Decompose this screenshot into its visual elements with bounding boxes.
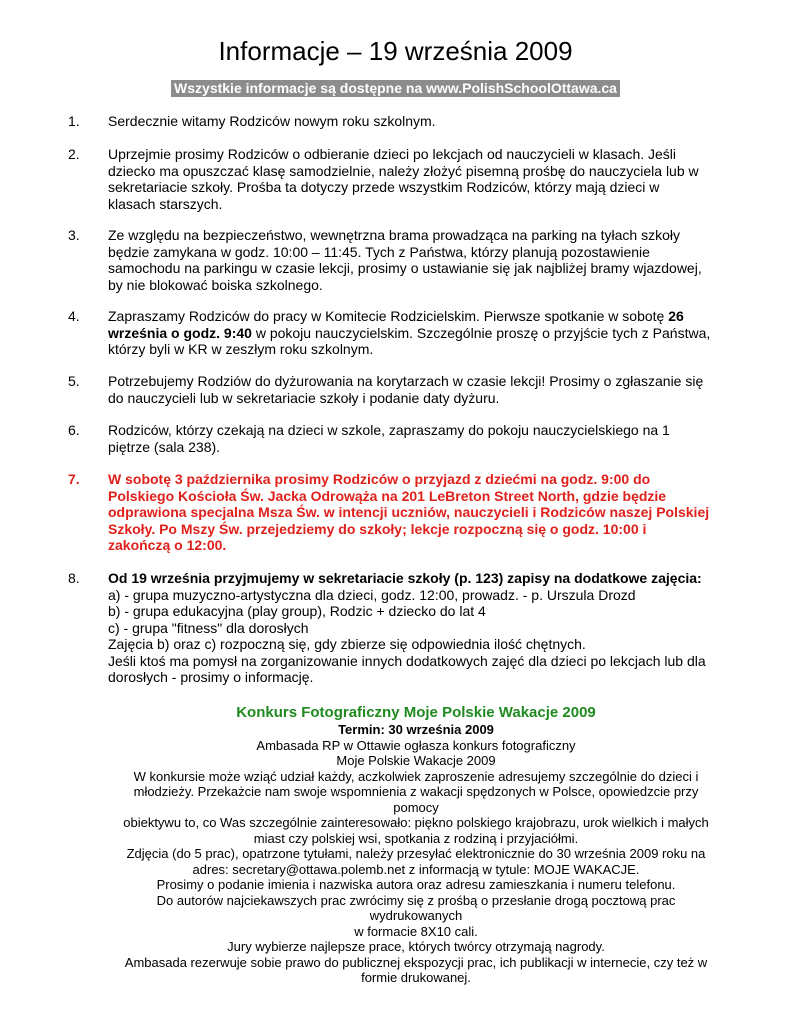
item-line: a) - grupa muzyczno-artystyczna dla dzieci, godz. 12:00, prowadz. - p. Urszula Drozd [108, 586, 636, 603]
contest-line: adres: secretary@ottawa.polemb.net z informacją w tytule: MOJE WAKACJE. [192, 861, 640, 877]
item-line: klasach starszych. [108, 195, 223, 212]
item-text [108, 373, 728, 406]
contest-deadline: Termin: 30 września 2009 [338, 722, 494, 737]
contest-line: Ambasada RP w Ottawie ogłasza konkurs fotograficzny [256, 737, 576, 753]
item-line: W sobotę 3 października prosimy Rodziców o przyjazd z dziećmi na godz. 9:00 do [108, 471, 651, 487]
contest-line: Jury wybierze najlepsze prace, których twórcy otrzymają nagrody. [227, 939, 605, 954]
item-line: Zajęcia b) oraz c) rozpoczną się, gdy zbierze się odpowiednia ilość chętnych. [108, 636, 586, 652]
meeting-date: 26 [668, 308, 684, 324]
contest-line: formie drukowanej. [361, 970, 471, 985]
item-line: Serdecznie witamy Rodziców nowym roku szkolnym. [108, 113, 436, 129]
page-title: Informacje – 19 września 2009 [218, 36, 573, 66]
item-number: 4. [68, 308, 80, 324]
contest-line: Moje Polskie Wakacje 2009 [336, 753, 496, 768]
contest-line: miast czy polskiej wsi, spotkania z rodziną i przyjaciółmi. [253, 830, 579, 846]
contest-line: Zdjęcia (do 5 prac), opatrzone tytułami, należy przesyłać elektronicznie do 30 września 2009 roku na [126, 846, 706, 861]
item-number: 2. [68, 146, 80, 162]
item-number: 7. [68, 471, 80, 487]
item-line: do nauczycieli lub w sekretariacie szkoły i podanie daty dyżuru. [108, 389, 500, 406]
photo-contest-section [110, 704, 722, 986]
item-line: odprawiona specjalna Msza Św. w intencji uczniów, nauczycieli i Rodziców naszej Polskiej [108, 504, 710, 520]
item-line: dziecko ma opuszczać klasę samodzielnie, należy złożyć pisemną prośbę do nauczyciela lub w [108, 162, 699, 179]
item-line: c) - grupa "fitness" dla dorosłych [108, 619, 309, 636]
item-text [108, 471, 728, 554]
contest-line: Prosimy o podanie imienia i nazwiska autora oraz adresu zamieszkania i numeru telefonu. [156, 877, 676, 892]
item-line [108, 308, 728, 325]
contest-line: w formacie 8X10 cali. [354, 923, 478, 939]
item-number: 8. [68, 570, 80, 586]
contest-line: Do autorów najciekawszych prac zwrócimy się z prośbą o przesłanie drogą pocztową prac wydrukowanych [156, 892, 676, 923]
contest-line: młodzieży. Przekażcie nam swoje wspomnienia z wakacji spędzonych w Polsce, opowiedzcie przy pomocy [133, 784, 699, 815]
item-line: zakończą o 12:00. [108, 537, 227, 553]
item-text-plain: w pokoju nauczycielskim. Szczególnie proszę o przyjście tych z Państwa, [251, 324, 711, 341]
item-line: Jeśli ktoś ma pomysł na zorganizowanie innych dodatkowych zajęć dla dzieci po lekcjach lub dla [108, 652, 706, 669]
item-text [108, 570, 748, 686]
item-line: Ze względu na bezpieczeństwo, wewnętrzna brama prowadząca na parking na tyłach szkoły [108, 227, 680, 243]
item-heading: Od 19 września przyjmujemy w sekretariacie szkoły (p. 123) zapisy na dodatkowe zajęcia: [108, 570, 702, 586]
contest-title: Konkurs Fotograficzny Moje Polskie Wakacje 2009 [236, 704, 596, 721]
item-number: 5. [68, 373, 80, 389]
item-text [108, 113, 728, 130]
contest-line: obiektywu to, co Was szczególnie zainteresowało: piękno polskiego krajobrazu, urok wielkich i małych [123, 815, 709, 830]
item-line: Potrzebujemy Rodziów do dyżurowania na korytarzach w czasie lekcji! Prosimy o zgłaszanie się [108, 373, 704, 389]
item-line [108, 325, 728, 342]
item-line: Rodziców, którzy czekają na dzieci w szkole, zapraszamy do pokoju nauczycielskiego na 1 [108, 422, 670, 438]
meeting-time: września o godz. 9:40 [108, 324, 252, 341]
item-text [108, 308, 728, 358]
item-number: 3. [68, 227, 80, 243]
item-line: dorosłych - prosimy o informację. [108, 669, 314, 685]
item-line: którzy byli w KR w zeszłym roku szkolnym. [108, 341, 374, 357]
contest-line: W konkursie może wziąć udział każdy, aczkolwiek zaproszenie adresujemy szczególnie do dzieci i [133, 768, 699, 784]
item-text [108, 422, 728, 455]
item-line: Uprzejmie prosimy Rodziców o odbieranie dzieci po lekcjach od nauczycieli w klasach. Jeśli [108, 146, 677, 162]
item-number: 6. [68, 422, 80, 438]
item-text [108, 146, 728, 212]
item-line: b) - grupa edukacyjna (play group), Rodzic + dziecko do lat 4 [108, 603, 486, 619]
contest-line: Ambasada rezerwuje sobie prawo do publicznej ekspozycji prac, ich publikacji w internecie, czy też w [124, 954, 708, 970]
item-number: 1. [68, 113, 80, 129]
item-line: sekretariacie szkoły. Prośba ta dotyczy przede wszystkim Rodziców, którzy mają dzieci w [108, 179, 660, 195]
item-line: piętrze (sala 238). [108, 438, 221, 455]
item-line: Polskiego Kościoła Św. Jacka Odrowąża na 201 LeBreton Street North, gdzie będzie [108, 487, 667, 504]
item-line: samochodu na parkingu w czasie lekcji, prosimy o ustawianie się jak najbliżej bramy wjazdowej, [108, 260, 702, 276]
item-text-plain: Zapraszamy Rodziców do pracy w Komitecie Rodzicielskim. Pierwsze spotkanie w sobotę [108, 308, 669, 324]
item-line: będzie zamykana w godz. 10:00 – 11:45. Tych z Państwa, którzy planują pozostawienie [108, 243, 650, 260]
website-banner: Wszystkie informacje są dostępne na www.PolishSchoolOttawa.ca [171, 80, 620, 97]
item-text [108, 227, 728, 293]
item-line: by nie blokować boiska szkolnego. [108, 276, 323, 293]
banner-wrap [0, 80, 791, 98]
item-line: Szkoły. Po Mszy Św. przejedziemy do szkoły; lekcje rozpoczną się o godz. 10:00 i [108, 520, 647, 537]
